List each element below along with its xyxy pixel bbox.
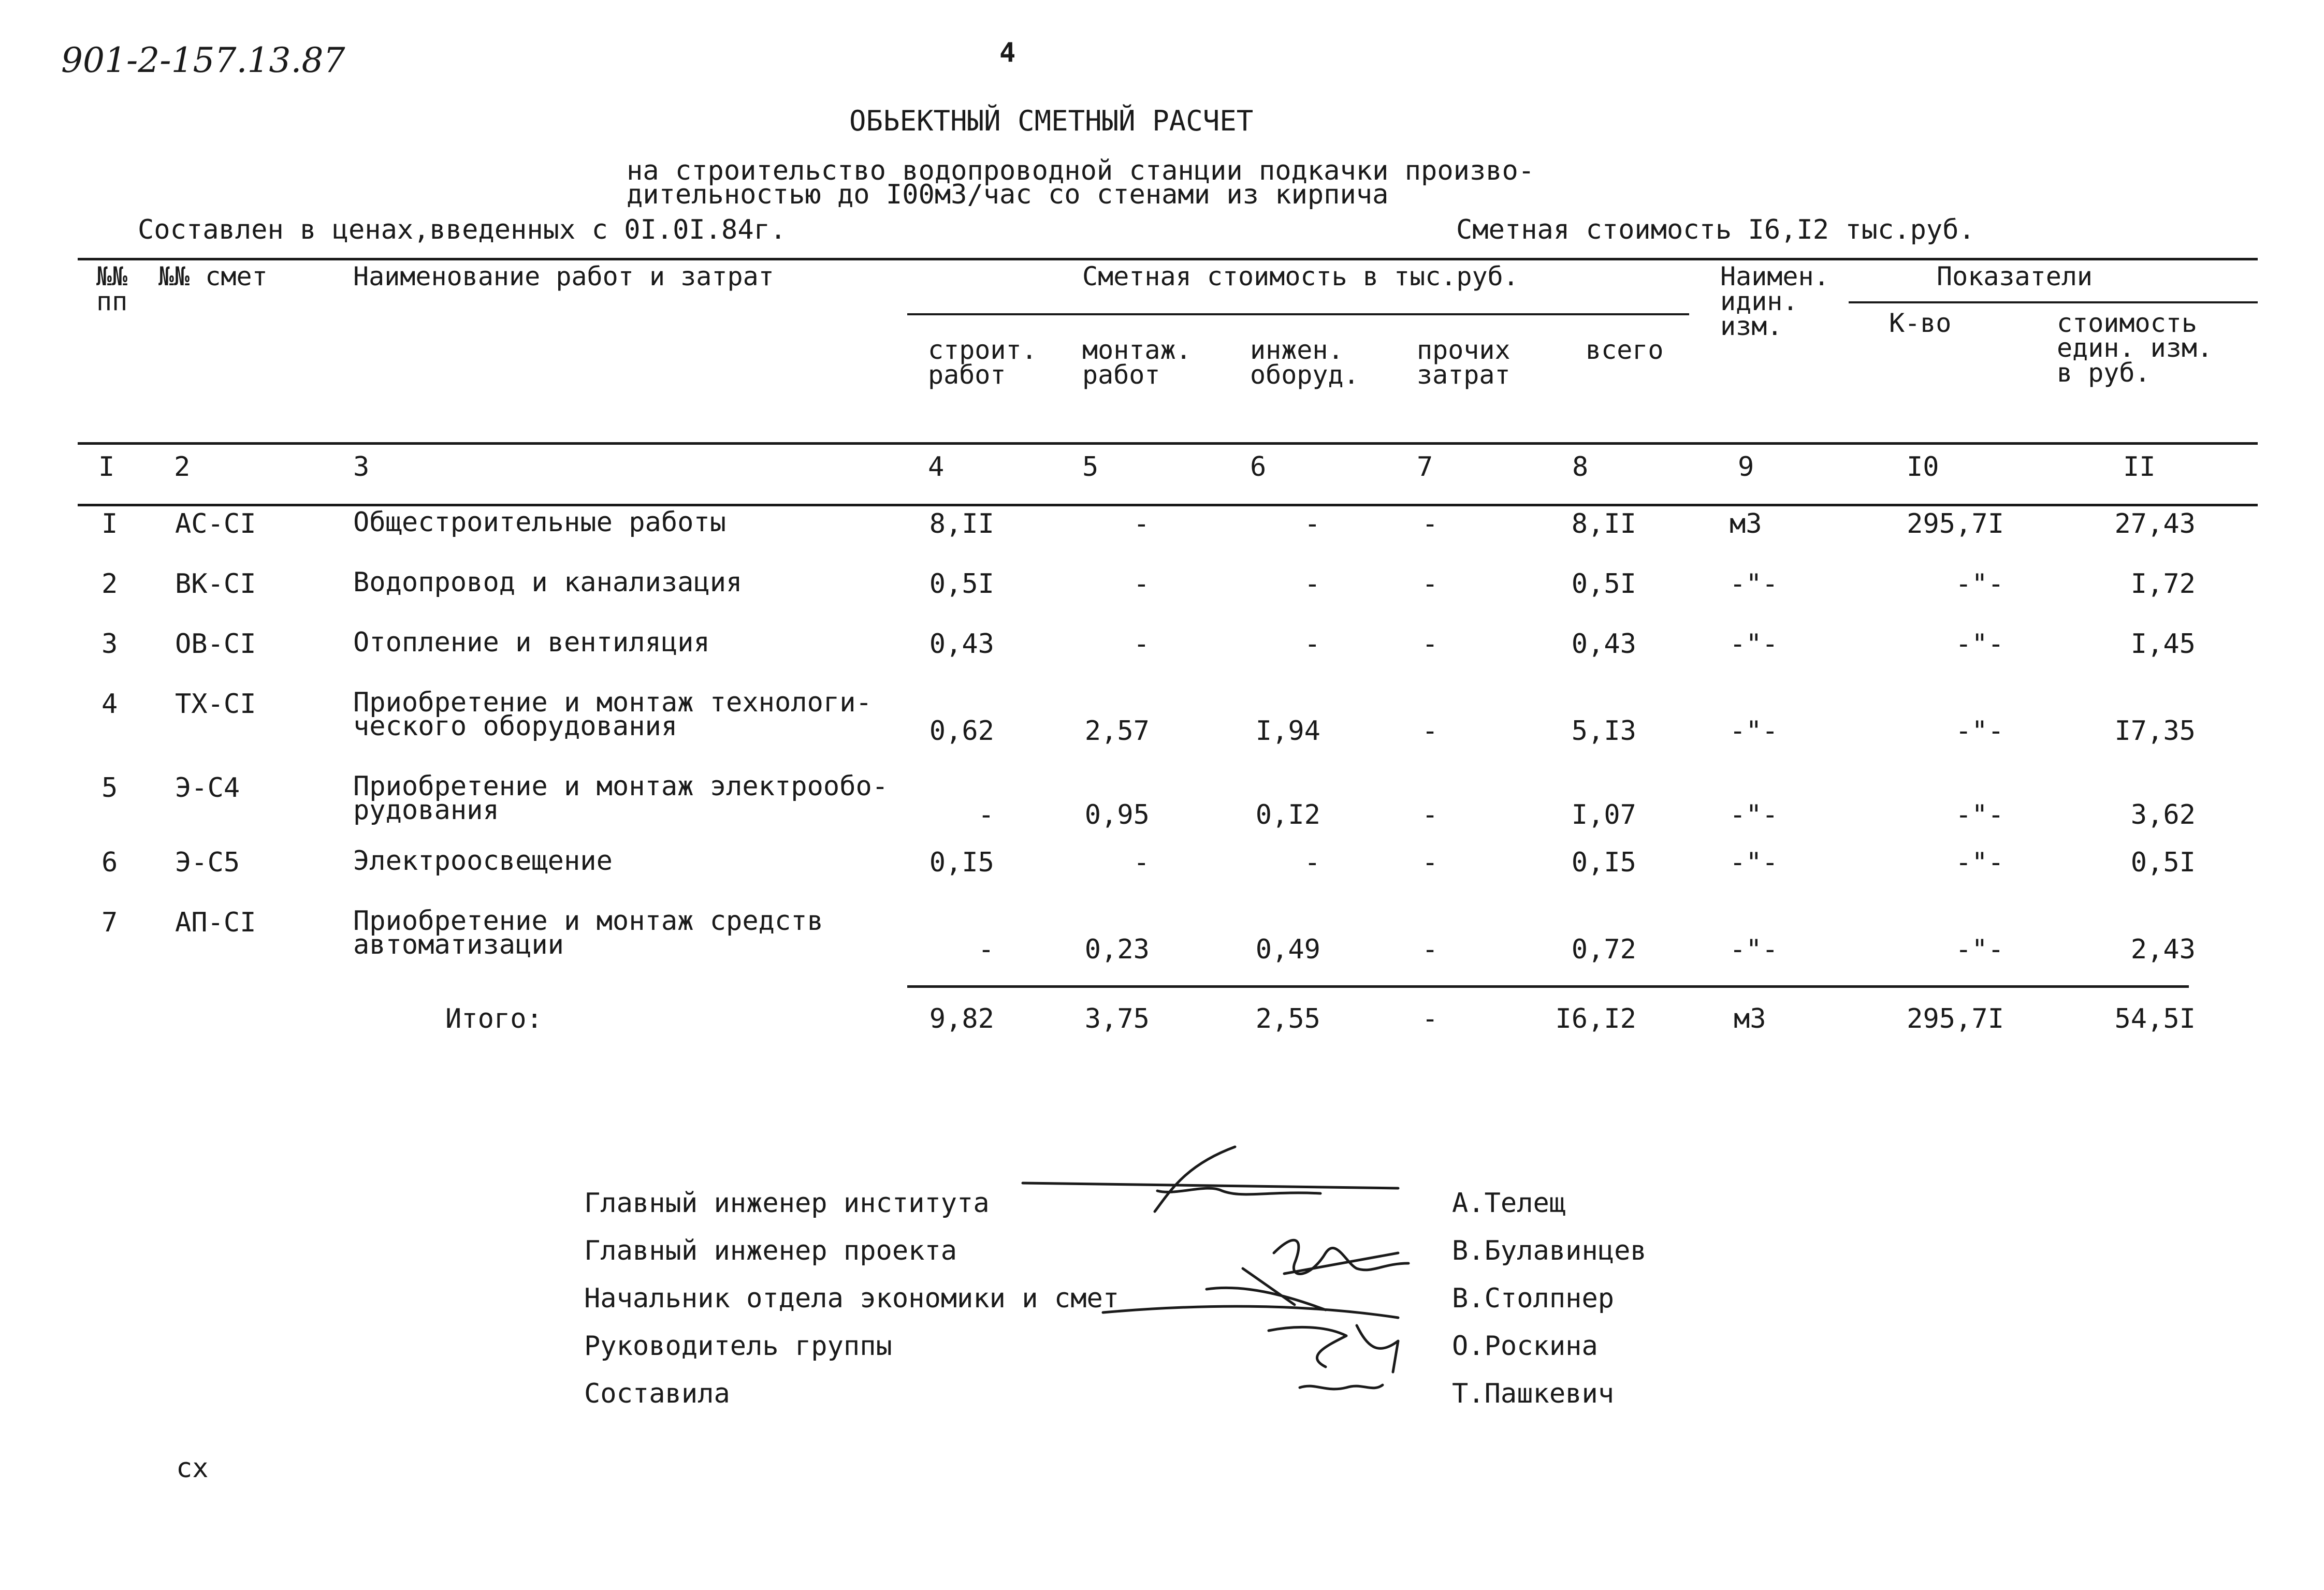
- row-4-stroit: 0,62: [929, 716, 994, 747]
- colnum-7: 7: [1417, 451, 1433, 483]
- row-4-name: Приобретение и монтаж технологи- ческого оборудования: [353, 687, 872, 742]
- row-2-pp: 2: [101, 568, 118, 600]
- header-smet: №№ смет: [158, 261, 268, 291]
- row-7-unit: -"-: [1730, 934, 1778, 965]
- row-2-prochih: -: [1422, 568, 1439, 600]
- row-7-vsego: 0,72: [1571, 934, 1636, 965]
- row-2-montazh: -: [1133, 568, 1150, 600]
- row-4-inzhen: I,94: [1255, 716, 1320, 747]
- row-1-stroit: 8,II: [929, 508, 994, 539]
- row-1-prochih: -: [1422, 508, 1439, 539]
- row-6-montazh: -: [1133, 847, 1150, 878]
- signature-stolpner: [1103, 1268, 1398, 1318]
- row-4-unit-cost: I7,35: [2114, 716, 2196, 747]
- row-3-inzhen: -: [1304, 629, 1320, 660]
- row-3-unit-cost: I,45: [2130, 629, 2196, 660]
- signature-name-2: В.Булавинцев: [1452, 1235, 1647, 1266]
- row-3-stroit: 0,43: [929, 629, 994, 660]
- row-5-name: Приобретение и монтаж электрообо- рудования: [353, 771, 889, 826]
- colnum-5: 5: [1082, 451, 1099, 483]
- total-prochih: -: [1422, 1003, 1439, 1034]
- header-indicators-group: Показатели: [1937, 261, 2093, 291]
- row-7-montazh: 0,23: [1084, 934, 1150, 965]
- colnum-10: I0: [1907, 451, 1939, 483]
- header-pp: №№ пп: [96, 261, 128, 316]
- row-1-qty: 295,7I: [1907, 508, 2004, 539]
- header-prochih: прочих затрат: [1417, 335, 1510, 390]
- row-2-stroit: 0,5I: [929, 568, 994, 600]
- row-2-name: Водопровод и канализация: [353, 567, 743, 598]
- row-7-qty: -"-: [1955, 934, 2004, 965]
- row-5-qty: -"-: [1955, 799, 2004, 830]
- row-5-stroit: -: [978, 799, 994, 830]
- total-label: Итого:: [445, 1003, 543, 1034]
- row-5-unit-cost: 3,62: [2130, 799, 2196, 830]
- row-4-qty: -"-: [1955, 716, 2004, 747]
- row-4-unit: -"-: [1730, 716, 1778, 747]
- row-5-unit: -"-: [1730, 799, 1778, 830]
- signature-name-3: В.Столпнер: [1452, 1283, 1615, 1314]
- signature-role-1: Главный инженер института: [584, 1188, 990, 1219]
- row-5-smet: Э-С4: [175, 772, 240, 804]
- row-4-prochih: -: [1422, 716, 1439, 747]
- row-3-qty: -"-: [1955, 629, 2004, 660]
- row-3-vsego: 0,43: [1571, 629, 1636, 660]
- total-qty: 295,7I: [1907, 1003, 2004, 1034]
- row-3-smet: ОВ-СI: [175, 629, 256, 660]
- signature-name-5: Т.Пашкевич: [1452, 1378, 1615, 1409]
- row-7-smet: АП-СI: [175, 907, 256, 938]
- row-1-unit: м3: [1730, 508, 1762, 539]
- estimate-cost: Сметная стоимость I6,I2 тыс.руб.: [1456, 214, 1975, 245]
- signature-teleshch: [1155, 1147, 1320, 1212]
- row-6-unit: -"-: [1730, 847, 1778, 878]
- row-1-montazh: -: [1133, 508, 1150, 539]
- signature-bulavintsev: [1274, 1240, 1408, 1274]
- row-7-prochih: -: [1422, 934, 1439, 965]
- document-title: ОБЬЕКТНЫЙ СМЕТНЫЙ РАСЧЕТ: [849, 105, 1254, 137]
- row-5-inzhen: 0,I2: [1255, 799, 1320, 830]
- row-3-montazh: -: [1133, 629, 1150, 660]
- signature-role-4: Руководитель группы: [584, 1331, 892, 1362]
- total-inzhen: 2,55: [1255, 1003, 1320, 1034]
- row-7-inzhen: 0,49: [1255, 934, 1320, 965]
- total-stroit: 9,82: [929, 1003, 994, 1034]
- row-4-pp: 4: [101, 689, 118, 720]
- row-7-stroit: -: [978, 934, 994, 965]
- row-2-unit-cost: I,72: [2130, 568, 2196, 600]
- colnum-3: 3: [353, 451, 370, 483]
- row-5-vsego: I,07: [1571, 799, 1636, 830]
- header-name: Наименование работ и затрат: [353, 261, 774, 291]
- colnum-4: 4: [928, 451, 945, 483]
- row-4-montazh: 2,57: [1084, 716, 1150, 747]
- row-1-vsego: 8,II: [1571, 508, 1636, 539]
- row-1-inzhen: -: [1304, 508, 1320, 539]
- colnum-2: 2: [174, 451, 191, 483]
- signature-name-4: О.Роскина: [1452, 1331, 1598, 1362]
- row-3-unit: -"-: [1730, 629, 1778, 660]
- header-inzhen: инжен. оборуд.: [1250, 335, 1359, 390]
- signature-roskina: [1269, 1325, 1398, 1372]
- colnum-9: 9: [1738, 451, 1754, 483]
- row-7-unit-cost: 2,43: [2130, 934, 2196, 965]
- row-4-vsego: 5,I3: [1571, 716, 1636, 747]
- subtitle-line-2: дительностью до I00м3/час со стенами из кирпича: [627, 179, 1389, 210]
- page-number: 4: [999, 37, 1016, 68]
- row-6-name: Электроосвещение: [353, 845, 613, 877]
- row-5-prochih: -: [1422, 799, 1439, 830]
- header-vsego: всего: [1586, 335, 1664, 365]
- row-5-pp: 5: [101, 772, 118, 804]
- footer-mark: сх: [176, 1453, 209, 1484]
- colnum-11: II: [2123, 451, 2156, 483]
- row-4-smet: ТХ-СI: [175, 689, 256, 720]
- total-unit-cost: 54,5I: [2114, 1003, 2196, 1034]
- row-6-prochih: -: [1422, 847, 1439, 878]
- document-code: 901-2-157.13.87: [61, 40, 345, 80]
- row-3-prochih: -: [1422, 629, 1439, 660]
- row-2-vsego: 0,5I: [1571, 568, 1636, 600]
- signature-pashkevich: [1300, 1385, 1383, 1389]
- row-3-pp: 3: [101, 629, 118, 660]
- row-6-unit-cost: 0,5I: [2130, 847, 2196, 878]
- header-unit-cost: стоимость един. изм. в руб.: [2057, 308, 2213, 388]
- row-2-smet: ВК-СI: [175, 568, 256, 600]
- header-cost-group: Сметная стоимость в тыс.руб.: [1082, 261, 1519, 291]
- row-7-pp: 7: [101, 907, 118, 938]
- total-unit: м3: [1734, 1003, 1766, 1034]
- row-6-pp: 6: [101, 847, 118, 878]
- signature-role-3: Начальник отдела экономики и смет: [584, 1283, 1120, 1314]
- header-unit: Наимен. идин. изм.: [1720, 261, 1829, 341]
- prices-note: Составлен в ценах,введенных с 0I.0I.84г.: [138, 214, 787, 245]
- row-6-smet: Э-С5: [175, 847, 240, 878]
- header-qty: К-во: [1889, 308, 1952, 338]
- row-7-name: Приобретение и монтаж средств автоматизации: [353, 906, 823, 960]
- signature-role-2: Главный инженер проекта: [584, 1235, 957, 1266]
- row-1-smet: АС-СI: [175, 508, 256, 539]
- colnum-1: I: [98, 451, 115, 483]
- row-2-unit: -"-: [1730, 568, 1778, 600]
- signature-name-1: А.Телещ: [1452, 1188, 1566, 1219]
- row-1-name: Общестроительные работы: [353, 507, 727, 538]
- row-6-vsego: 0,I5: [1571, 847, 1636, 878]
- row-6-qty: -"-: [1955, 847, 2004, 878]
- row-6-inzhen: -: [1304, 847, 1320, 878]
- header-stroit: строит. работ: [928, 335, 1037, 390]
- row-5-montazh: 0,95: [1084, 799, 1150, 830]
- total-vsego: I6,I2: [1555, 1003, 1636, 1034]
- row-1-unit-cost: 27,43: [2114, 508, 2196, 539]
- row-1-pp: I: [101, 508, 118, 539]
- colnum-6: 6: [1250, 451, 1267, 483]
- header-montazh: монтаж. работ: [1082, 335, 1192, 390]
- row-6-stroit: 0,I5: [929, 847, 994, 878]
- subtitle-line-1: на строительство водопроводной станции подкачки произво-: [627, 155, 1535, 186]
- row-3-name: Отопление и вентиляция: [353, 627, 710, 658]
- colnum-8: 8: [1572, 451, 1589, 483]
- row-2-qty: -"-: [1955, 568, 2004, 600]
- total-montazh: 3,75: [1084, 1003, 1150, 1034]
- row-2-inzhen: -: [1304, 568, 1320, 600]
- signature-role-5: Составила: [584, 1378, 730, 1409]
